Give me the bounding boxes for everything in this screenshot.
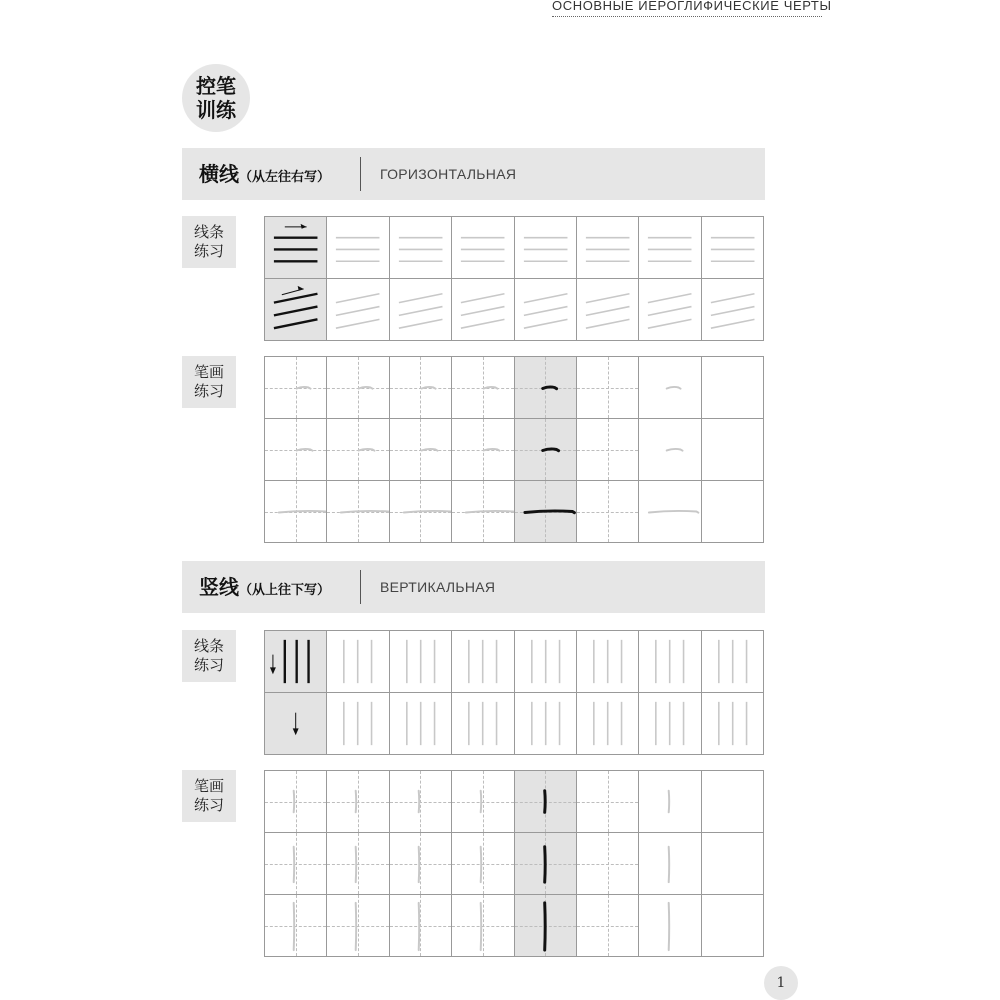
practice-cell: [702, 357, 764, 419]
stroke-drawing: [390, 217, 451, 278]
stroke-drawing: [515, 419, 576, 480]
stroke-drawing: [390, 693, 451, 754]
stroke-drawing: [515, 771, 576, 832]
practice-cell: [639, 833, 701, 895]
practice-cell: [639, 419, 701, 481]
practice-cell: [639, 481, 701, 543]
stroke-drawing: [327, 419, 388, 480]
stroke-drawing: [577, 631, 638, 692]
stroke-drawing: [702, 693, 763, 754]
stroke-drawing: [452, 357, 513, 418]
stroke-drawing: [452, 771, 513, 832]
divider: [360, 570, 361, 604]
practice-cell: [702, 481, 764, 543]
stroke-drawing: [452, 693, 513, 754]
example-cell: [265, 217, 327, 279]
stroke-drawing: [265, 419, 326, 480]
practice-cell: [452, 693, 514, 755]
stroke-drawing: [515, 631, 576, 692]
practice-cell: [639, 895, 701, 957]
practice-cell: [577, 895, 639, 957]
example-cell: [515, 481, 577, 543]
practice-cell: [639, 217, 701, 279]
practice-cell: [265, 895, 327, 957]
chapter-badge-line1: 控笔: [196, 74, 236, 98]
practice-cell: [265, 419, 327, 481]
guide-line: [577, 926, 638, 927]
guide-line: [577, 388, 638, 389]
practice-cell: [515, 217, 577, 279]
stroke-drawing: [265, 833, 326, 894]
practice-cell: [327, 357, 389, 419]
stroke-drawing: [452, 833, 513, 894]
practice-cell: [577, 217, 639, 279]
practice-cell: [390, 279, 452, 341]
stroke-drawing: [639, 771, 700, 832]
stroke-drawing: [639, 217, 700, 278]
stroke-drawing: [515, 693, 576, 754]
guide-line: [577, 512, 638, 513]
practice-cell: [577, 481, 639, 543]
stroke-drawing: [265, 357, 326, 418]
stroke-drawing: [452, 895, 513, 956]
stroke-drawing: [452, 419, 513, 480]
stroke-drawing: [515, 895, 576, 956]
stroke-practice-label: 笔画 练习: [182, 356, 236, 408]
stroke-drawing: [452, 481, 513, 542]
guide-line: [577, 802, 638, 803]
practice-cell: [639, 357, 701, 419]
stroke-drawing: [265, 217, 326, 278]
stroke-drawing: [639, 357, 700, 418]
example-cell: [515, 895, 577, 957]
practice-cell: [577, 419, 639, 481]
practice-cell: [327, 833, 389, 895]
line-practice-label: 线条 练习: [182, 630, 236, 682]
stroke-drawing: [702, 279, 763, 340]
practice-cell: [639, 771, 701, 833]
practice-cell: [390, 481, 452, 543]
practice-cell: [452, 481, 514, 543]
stroke-drawing: [265, 279, 326, 340]
practice-cell: [639, 631, 701, 693]
practice-cell: [577, 771, 639, 833]
stroke-drawing: [515, 357, 576, 418]
practice-cell: [702, 631, 764, 693]
practice-cell: [577, 279, 639, 341]
practice-cell: [702, 419, 764, 481]
stroke-drawing: [390, 357, 451, 418]
stroke-drawing: [327, 279, 388, 340]
stroke-practice-label: 笔画 练习: [182, 770, 236, 822]
practice-cell: [265, 481, 327, 543]
guide-line: [577, 864, 638, 865]
stroke-drawing: [515, 279, 576, 340]
stroke-drawing: [265, 481, 326, 542]
stroke-drawing: [327, 217, 388, 278]
practice-cell: [390, 217, 452, 279]
practice-cell: [452, 279, 514, 341]
practice-cell: [452, 631, 514, 693]
stroke-drawing: [390, 481, 451, 542]
stroke-drawing: [639, 833, 700, 894]
stroke-drawing: [265, 631, 326, 692]
practice-cell: [702, 279, 764, 341]
practice-cell: [327, 217, 389, 279]
section-header-vertical: [182, 561, 765, 613]
practice-cell: [577, 631, 639, 693]
divider: [360, 157, 361, 191]
section-note: （从左往右写）: [239, 170, 331, 185]
practice-cell: [390, 693, 452, 755]
practice-cell: [327, 419, 389, 481]
practice-cell: [577, 693, 639, 755]
stroke-drawing: [452, 631, 513, 692]
chapter-badge: [182, 64, 250, 132]
practice-cell: [702, 833, 764, 895]
stroke-drawing: [515, 833, 576, 894]
stroke-drawing: [639, 693, 700, 754]
guide-line: [577, 450, 638, 451]
vertical-stroke-practice-grid: [264, 770, 764, 957]
practice-cell: [390, 419, 452, 481]
practice-cell: [639, 279, 701, 341]
horizontal-stroke-practice-grid: [264, 356, 764, 543]
page-number: 1: [764, 966, 798, 1000]
stroke-drawing: [577, 217, 638, 278]
practice-cell: [639, 693, 701, 755]
stroke-drawing: [390, 279, 451, 340]
practice-cell: [452, 771, 514, 833]
example-cell: [265, 279, 327, 341]
example-cell: [515, 833, 577, 895]
practice-cell: [265, 833, 327, 895]
practice-cell: [327, 279, 389, 341]
stroke-drawing: [390, 895, 451, 956]
stroke-drawing: [327, 357, 388, 418]
example-cell: [515, 771, 577, 833]
running-title: ОСНОВНЫЕ ИЕРОГЛИФИЧЕСКИЕ ЧЕРТЫ: [552, 0, 822, 17]
practice-cell: [515, 279, 577, 341]
practice-cell: [390, 631, 452, 693]
practice-cell: [452, 895, 514, 957]
practice-cell: [265, 357, 327, 419]
section-header-horizontal: [182, 148, 765, 200]
practice-cell: [390, 833, 452, 895]
stroke-drawing: [702, 631, 763, 692]
stroke-drawing: [577, 693, 638, 754]
stroke-drawing: [639, 279, 700, 340]
example-cell: [265, 631, 327, 693]
stroke-drawing: [390, 771, 451, 832]
stroke-drawing: [327, 895, 388, 956]
practice-cell: [515, 693, 577, 755]
practice-cell: [265, 771, 327, 833]
stroke-drawing: [390, 419, 451, 480]
stroke-drawing: [577, 279, 638, 340]
practice-cell: [452, 833, 514, 895]
chapter-badge-line2: 训练: [196, 98, 236, 122]
stroke-drawing: [702, 217, 763, 278]
stroke-drawing: [327, 771, 388, 832]
stroke-drawing: [639, 895, 700, 956]
stroke-drawing: [639, 481, 700, 542]
practice-cell: [390, 771, 452, 833]
example-cell: [265, 693, 327, 755]
stroke-drawing: [515, 481, 576, 542]
practice-cell: [702, 217, 764, 279]
stroke-drawing: [265, 693, 326, 754]
section-title: 竖线: [199, 575, 239, 599]
practice-cell: [327, 693, 389, 755]
practice-cell: [327, 895, 389, 957]
stroke-drawing: [390, 631, 451, 692]
practice-cell: [452, 217, 514, 279]
practice-cell: [327, 481, 389, 543]
practice-cell: [390, 357, 452, 419]
section-translation: ГОРИЗОНТАЛЬНАЯ: [380, 166, 517, 182]
practice-cell: [702, 771, 764, 833]
stroke-drawing: [639, 419, 700, 480]
horizontal-line-practice-grid: [264, 216, 764, 341]
stroke-drawing: [327, 833, 388, 894]
practice-cell: [702, 895, 764, 957]
vertical-line-practice-grid: [264, 630, 764, 755]
stroke-drawing: [265, 895, 326, 956]
stroke-drawing: [390, 833, 451, 894]
stroke-drawing: [639, 631, 700, 692]
section-note: （从上往下写）: [239, 583, 331, 598]
stroke-drawing: [265, 771, 326, 832]
practice-cell: [452, 419, 514, 481]
practice-cell: [327, 771, 389, 833]
stroke-drawing: [327, 481, 388, 542]
practice-cell: [452, 357, 514, 419]
stroke-drawing: [452, 279, 513, 340]
practice-cell: [515, 631, 577, 693]
practice-cell: [327, 631, 389, 693]
practice-cell: [390, 895, 452, 957]
practice-cell: [577, 357, 639, 419]
section-title: 横线: [199, 162, 239, 186]
stroke-drawing: [515, 217, 576, 278]
section-translation: ВЕРТИКАЛЬНАЯ: [380, 579, 496, 595]
practice-cell: [577, 833, 639, 895]
example-cell: [515, 357, 577, 419]
example-cell: [515, 419, 577, 481]
stroke-drawing: [327, 693, 388, 754]
stroke-drawing: [452, 217, 513, 278]
line-practice-label: 线条 练习: [182, 216, 236, 268]
stroke-drawing: [327, 631, 388, 692]
practice-cell: [702, 693, 764, 755]
